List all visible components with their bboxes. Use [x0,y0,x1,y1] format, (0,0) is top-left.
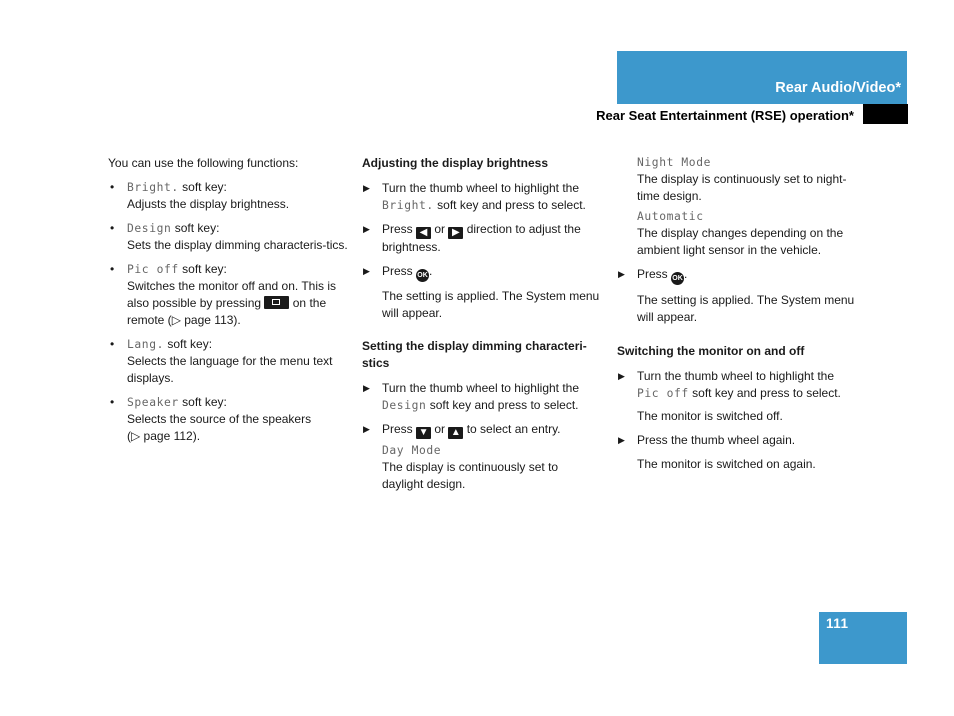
bullet-icon: • [110,221,115,235]
step-text-or: or [431,422,449,436]
step-text-cont: soft key and press to select. [688,386,841,400]
soft-key-name: Bright. [127,181,179,194]
mode-option [617,208,857,259]
step-text-or: or [431,222,449,236]
item-description: Selects the language for the menu text displays. [127,354,333,385]
list-item [108,261,348,329]
item-description: Sets the display dimming characteris-tics. [127,238,348,252]
step-text: Press [382,422,417,436]
section-heading: Adjusting the display brightness [362,156,549,170]
list-item [108,394,348,445]
mode-description: The display is continuously set to daylight design. [382,460,559,491]
column-2 [362,155,602,497]
left-arrow-key-icon: ◀ [416,227,431,239]
down-arrow-key-icon: ▼ [416,427,431,439]
item-description: Switches the monitor off and on. This is also possible by pressing [127,279,336,310]
step-text: Turn the thumb wheel to highlight the [637,369,835,383]
soft-key-suffix: soft key: [178,262,227,276]
mode-name: Day Mode [382,444,442,457]
step-text: Press [382,264,417,278]
page-reference: (▷ page 112). [127,429,201,443]
step-text-cont: to select an entry. [463,422,561,436]
bullet-icon: • [110,337,115,351]
bullet-icon: • [110,262,115,276]
right-arrow-key-icon: ▶ [448,227,463,239]
section-heading: Setting the display dimming characteri-stics [362,339,587,370]
instruction-step [362,221,602,256]
list-item [108,220,348,254]
mode-description: The display changes depending on the ambient light sensor in the vehicle. [637,226,844,257]
intro-text: You can use the following functions: [108,156,299,170]
step-result: The monitor is switched on again. [637,457,816,471]
step-result: The monitor is switched off. [637,409,783,423]
step-arrow-icon: ▶ [618,435,625,445]
step-text: Press the thumb wheel again. [637,433,796,447]
bullet-icon: • [110,395,115,409]
step-text-cont: soft key and press to select. [426,398,579,412]
step-result: The setting is applied. The System menu will appear. [637,293,855,324]
instruction-step [362,380,602,414]
soft-key-name: Lang. [127,338,165,351]
step-result: The setting is applied. The System menu will appear. [382,289,600,320]
instruction-step [362,421,602,439]
ok-button-icon: OK [416,269,429,282]
soft-key-suffix: soft key: [164,337,213,351]
column-1 [108,155,348,452]
step-text: Press [382,222,417,236]
remote-screen-button-icon [264,296,289,309]
mode-name: Automatic [637,210,704,223]
step-text: Turn the thumb wheel to highlight the [382,181,580,195]
soft-key-name: Pic off [637,387,689,400]
soft-key-suffix: soft key: [178,180,227,194]
mode-option [617,154,857,205]
step-text-cont: direction to adjust the brightness. [382,222,581,254]
bullet-icon: • [110,180,115,194]
step-arrow-icon: ▶ [363,224,370,234]
item-description: Selects the source of the speakers [127,412,312,426]
step-arrow-icon: ▶ [363,383,370,393]
soft-key-name: Pic off [127,263,179,276]
step-text-cont: . [684,267,688,281]
soft-key-name: Speaker [127,396,179,409]
instruction-step [617,432,857,449]
soft-key-suffix: soft key: [178,395,227,409]
instruction-step [617,368,857,402]
step-text-cont: . [429,264,433,278]
instruction-step [362,263,602,282]
ok-button-icon: OK [671,272,684,285]
header-band [617,51,907,104]
step-arrow-icon: ▶ [363,183,370,193]
step-arrow-icon: ▶ [363,424,370,434]
page-number: 111 [826,616,849,631]
step-arrow-icon: ▶ [363,266,370,276]
subsection-title: Rear Seat Entertainment (RSE) operation* [596,108,854,123]
column-3 [617,154,857,489]
soft-key-suffix: soft key: [171,221,220,235]
step-arrow-icon: ▶ [618,269,625,279]
mode-name: Night Mode [637,156,712,169]
page-reference: ▷ page 113). [171,313,241,327]
soft-key-name: Bright. [382,199,434,212]
mode-description: The display is continuously set to night-time design. [637,172,847,203]
item-description-cont: on the remote ( [127,296,327,327]
step-arrow-icon: ▶ [618,371,625,381]
soft-key-name: Design [382,399,427,412]
mode-option [362,442,602,493]
step-text: Press [637,267,672,281]
soft-key-name: Design [127,222,172,235]
list-item [108,179,348,213]
instruction-step [617,266,857,285]
up-arrow-key-icon: ▲ [448,427,463,439]
step-text: Turn the thumb wheel to highlight the [382,381,580,395]
section-heading: Switching the monitor on and off [617,344,805,358]
instruction-step [362,180,602,214]
list-item [108,336,348,387]
item-description: Adjusts the display brightness. [127,197,290,211]
step-text-cont: soft key and press to select. [433,198,586,212]
section-title: Rear Audio/Video* [775,80,901,96]
header-tab-marker [863,104,908,124]
